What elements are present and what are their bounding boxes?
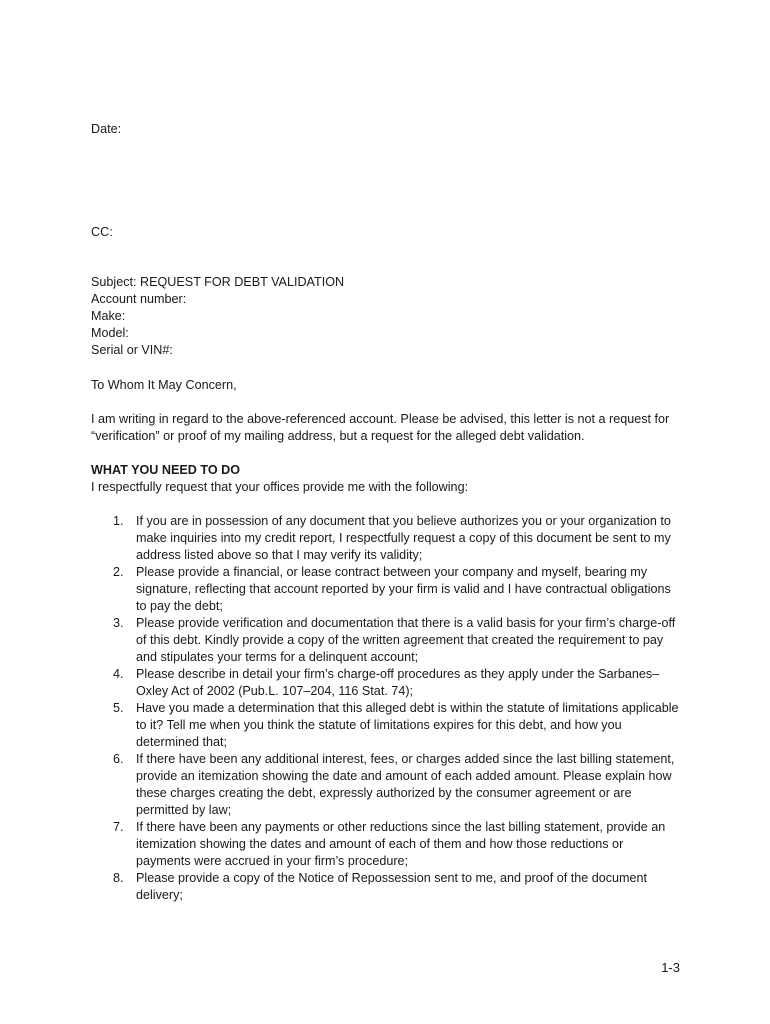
list-item-text-line: Have you made a determination that this alleged debt is within the statute of limitations applicable bbox=[136, 701, 679, 715]
list-item-text-line: provide an itemization showing the date and amount of each added amount. Please explain how bbox=[136, 769, 672, 783]
list-item-text-line: payments were accrued in your firm’s procedure; bbox=[136, 854, 409, 868]
list-item bbox=[91, 615, 691, 666]
list-item-text-line: If you are in possession of any document that you believe authorizes you or your organization to bbox=[136, 514, 671, 528]
subject-line: Subject: REQUEST FOR DEBT VALIDATION bbox=[91, 275, 345, 289]
list-item bbox=[91, 700, 691, 751]
serial-vin-label: Serial or VIN#: bbox=[91, 343, 173, 357]
list-item-number: 5. bbox=[113, 701, 124, 715]
list-item-text-line: delivery; bbox=[136, 888, 183, 902]
list-item-number: 6. bbox=[113, 752, 124, 766]
list-item-text-line: If there have been any payments or other reductions since the last billing statement, provide an bbox=[136, 820, 666, 834]
list-item-text-line: to it? Tell me when you think the statute of limitations expires for this debt, and how you bbox=[136, 718, 622, 732]
account-number-label: Account number: bbox=[91, 292, 187, 306]
cc-label: CC: bbox=[91, 225, 113, 239]
make-label: Make: bbox=[91, 309, 126, 323]
list-item-text-line: Please provide a financial, or lease contract between your company and myself, bearing my bbox=[136, 565, 648, 579]
list-item-text-line: If there have been any additional interest, fees, or charges added since the last billing statement, bbox=[136, 752, 675, 766]
list-item bbox=[91, 751, 691, 819]
list-item-number: 3. bbox=[113, 616, 124, 630]
list-item-number: 8. bbox=[113, 871, 124, 885]
list-item-number: 7. bbox=[113, 820, 124, 834]
list-item-text-line: to pay the debt; bbox=[136, 599, 223, 613]
salutation: To Whom It May Concern, bbox=[91, 378, 237, 392]
list-item bbox=[91, 564, 691, 615]
list-item-text-line: Please provide verification and documentation that there is a valid basis for your firm’s charge-off bbox=[136, 616, 676, 630]
model-label: Model: bbox=[91, 326, 129, 340]
list-item-text-line: Oxley Act of 2002 (Pub.L. 107–204, 116 Stat. 74); bbox=[136, 684, 414, 698]
list-item-number: 4. bbox=[113, 667, 124, 681]
list-item-number: 1. bbox=[113, 514, 124, 528]
section-intro: I respectfully request that your offices provide me with the following: bbox=[91, 480, 469, 494]
list-item-text-line: these charges creating the debt, expressly authorized by the consumer agreement or are bbox=[136, 786, 632, 800]
list-item-text-line: Please describe in detail your firm’s charge-off procedures as they apply under the Sarbanes– bbox=[136, 667, 660, 681]
request-list bbox=[91, 513, 691, 904]
intro-paragraph-line-2: “verification” or proof of my mailing address, but a request for the alleged debt validation. bbox=[91, 429, 585, 443]
section-heading: WHAT YOU NEED TO DO bbox=[91, 463, 241, 477]
list-item-text-line: and stipulates your terms for a delinquent account; bbox=[136, 650, 419, 664]
list-item-text-line: determined that; bbox=[136, 735, 228, 749]
list-item-text-line: address listed above so that I may verify its validity; bbox=[136, 548, 423, 562]
page-number: 1-3 bbox=[661, 960, 680, 975]
list-item bbox=[91, 666, 691, 700]
list-item-text-line: Please provide a copy of the Notice of Repossession sent to me, and proof of the document bbox=[136, 871, 648, 885]
list-item bbox=[91, 513, 691, 564]
list-item bbox=[91, 870, 691, 904]
list-item-text-line: signature, reflecting that account reported by your firm is valid and I have contractual obligations bbox=[136, 582, 671, 596]
list-item-text-line: of this debt. Kindly provide a copy of the written agreement that created the requirement to pay bbox=[136, 633, 664, 647]
list-item-number: 2. bbox=[113, 565, 124, 579]
list-item-text-line: permitted by law; bbox=[136, 803, 232, 817]
list-item bbox=[91, 819, 691, 870]
list-item-text-line: make inquiries into my credit report, I respectfully request a copy of this document be sent to my bbox=[136, 531, 671, 545]
list-item-text-line: itemization showing the dates and amount of each of them and how those reductions or bbox=[136, 837, 624, 851]
date-label: Date: bbox=[91, 122, 122, 136]
intro-paragraph-line-1: I am writing in regard to the above-referenced account. Please be advised, this letter is not a request for bbox=[91, 412, 670, 426]
